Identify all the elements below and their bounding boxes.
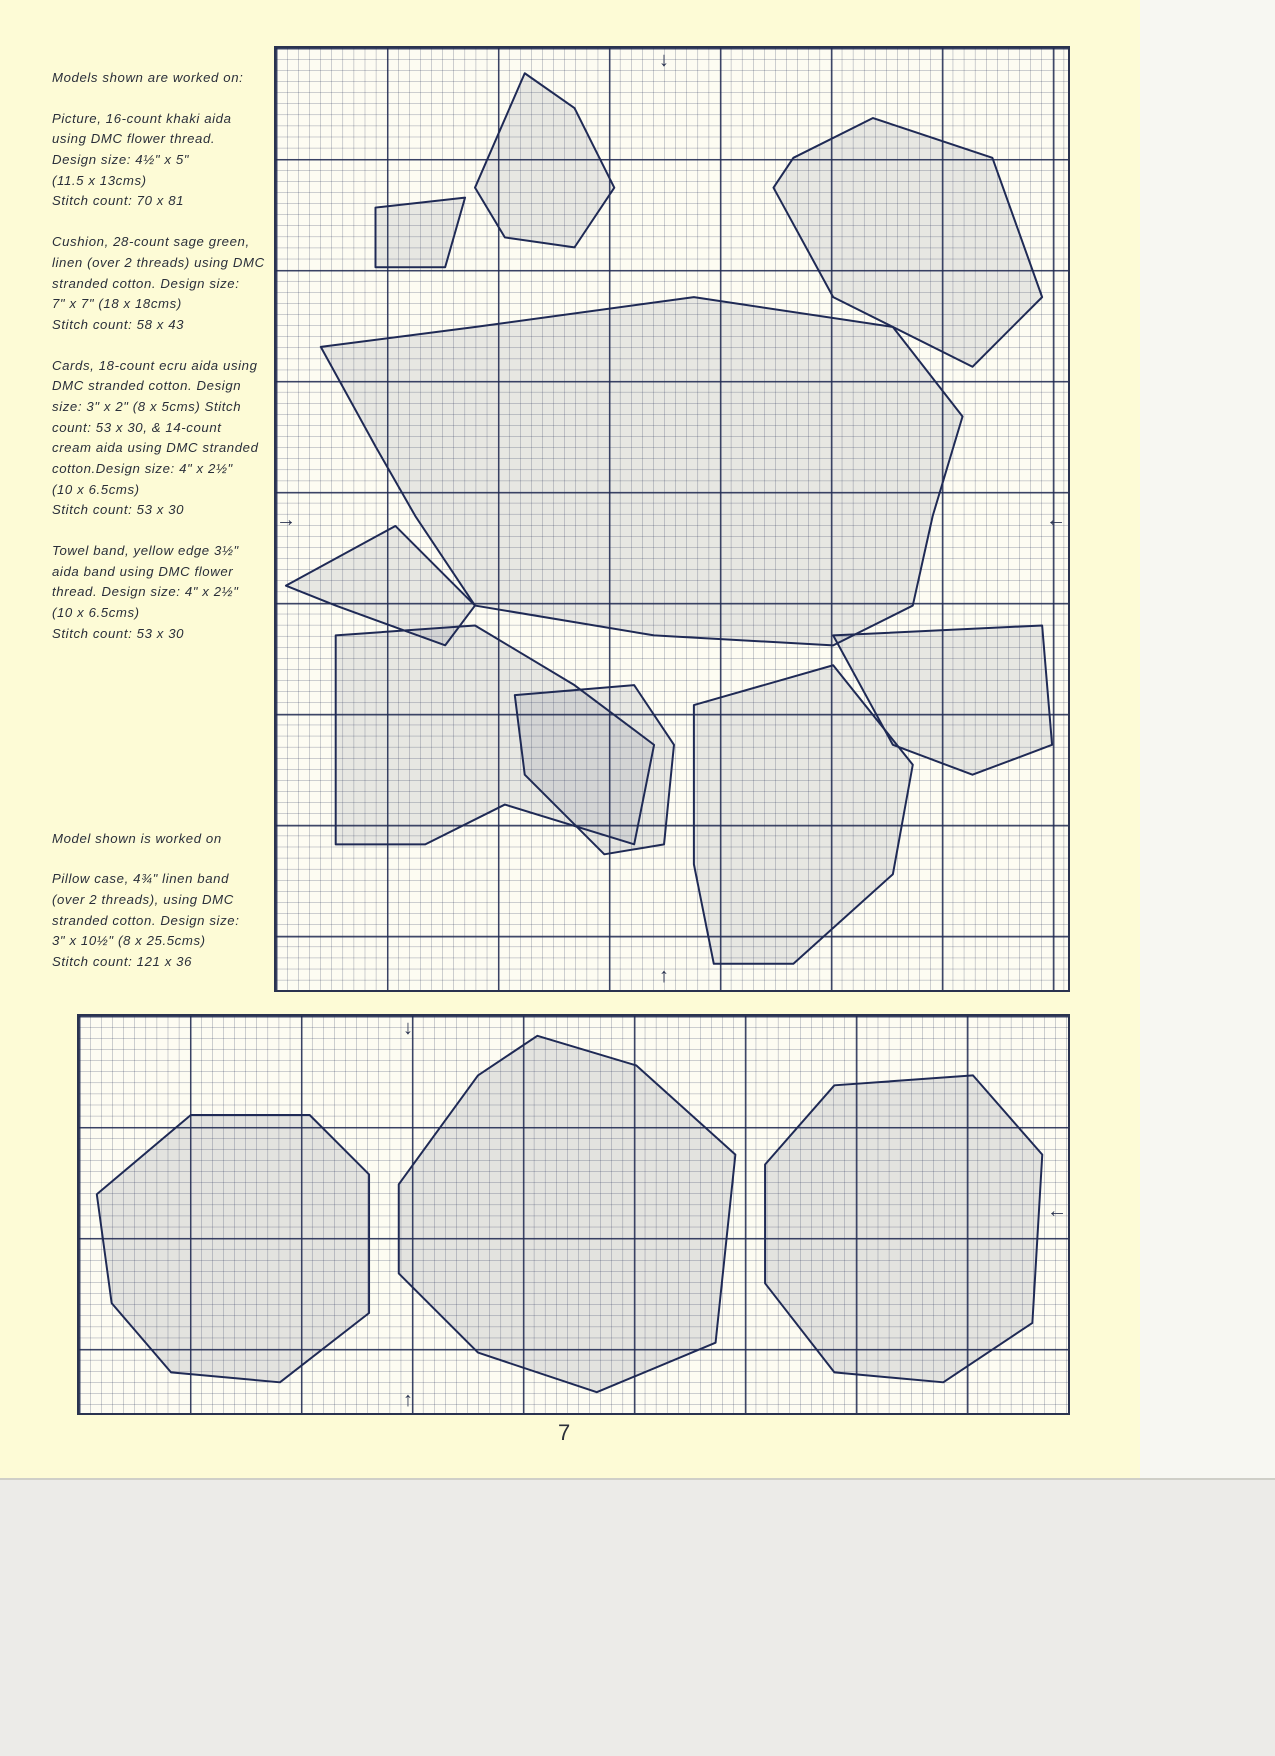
note-line: stranded cotton. Design size: [52, 275, 240, 291]
note-line: (10 x 6.5cms) [52, 481, 140, 497]
note-line: size: 3" x 2" (8 x 5cms) Stitch [52, 398, 242, 414]
center-arrow-right-icon: ← [1046, 509, 1066, 531]
note-line: 3" x 10½" (8 x 25.5cms) [52, 933, 206, 949]
center-arrow-bottom-icon: ↑ [403, 1389, 413, 1411]
note-line: Design size: 4½" x 5" [52, 152, 190, 168]
note-line: Stitch count: 53 x 30 [52, 502, 185, 518]
note-line: Towel band, yellow edge 3½" [52, 543, 239, 559]
model-heading: Model shown is worked on [52, 830, 222, 846]
note-line: thread. Design size: 4" x 2½" [52, 584, 239, 600]
towel-note [52, 541, 272, 644]
note-line: Stitch count: 53 x 30 [52, 625, 185, 641]
note-line: (11.5 x 13cms) [52, 172, 147, 188]
pansy-outline-art [79, 1016, 1068, 1413]
note-line: aida band using DMC flower [52, 563, 234, 579]
note-line: (10 x 6.5cms) [52, 605, 140, 621]
note-line: Pillow case, 4¾" linen band [52, 871, 230, 887]
pillow-note [52, 869, 272, 972]
note-line: count: 53 x 30, & 14-count [52, 419, 222, 435]
pillowcase-band-chart [77, 1014, 1070, 1415]
note-line: cream aida using DMC stranded [52, 440, 259, 456]
center-arrow-top-icon: ↓ [659, 49, 669, 71]
cards-note [52, 356, 272, 522]
cushion-note [52, 232, 272, 335]
center-arrow-left-icon: → [276, 509, 296, 531]
note-line: Stitch count: 121 x 36 [52, 953, 193, 969]
note-line: using DMC flower thread. [52, 131, 216, 147]
center-arrow-right-icon: ← [1047, 1200, 1067, 1222]
scan-background [0, 1478, 1275, 1756]
page-edge [1140, 0, 1275, 1478]
note-line: 7" x 7" (18 x 18cms) [52, 296, 182, 312]
note-line: Stitch count: 70 x 81 [52, 193, 185, 209]
note-line: (over 2 threads), using DMC [52, 891, 234, 907]
page-number: 7 [558, 1420, 571, 1445]
note-line: Cards, 18-count ecru aida using [52, 357, 258, 373]
note-line: Cushion, 28-count sage green, [52, 234, 250, 250]
rose-outline-art [276, 48, 1068, 990]
note-line: linen (over 2 threads) using DMC [52, 254, 265, 270]
note-line: Stitch count: 58 x 43 [52, 316, 185, 332]
center-arrow-bottom-icon: ↑ [659, 965, 669, 987]
notes-heading: Models shown are worked on: [52, 70, 244, 85]
materials-notes [52, 68, 272, 973]
picture-note [52, 109, 272, 212]
center-arrow-top-icon: ↓ [403, 1017, 413, 1039]
note-line: cotton.Design size: 4" x 2½" [52, 461, 233, 476]
note-line: stranded cotton. Design size: [52, 912, 240, 928]
note-line: Picture, 16-count khaki aida [52, 110, 232, 126]
note-line: DMC stranded cotton. Design [52, 378, 242, 394]
rose-cross-stitch-chart [274, 46, 1070, 992]
